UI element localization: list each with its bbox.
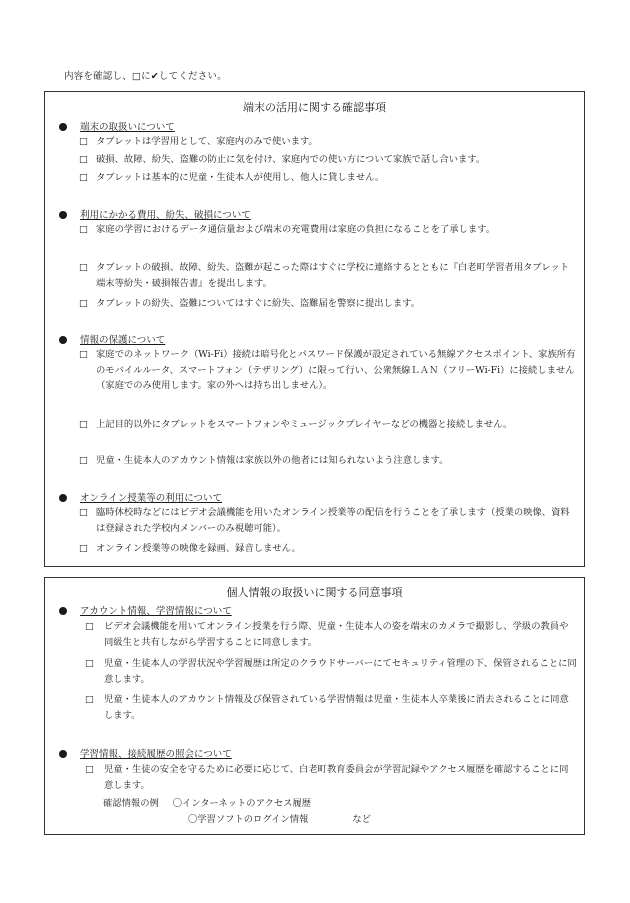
- checklist-item: □ 家庭でのネットワーク（Wi-Fi）接続は暗号化とパスワード保護が設定されている無線アクセスポイント、家族所有のモバイルルータ、スマートフォン（テザリング）に限って行い、公衆無線ＬＡＮ（フリーWi-Fi）に接続しません（家庭でのみ使用します。家の外へは持ち出しません）。: [79, 349, 576, 392]
- section-heading-account-info: アカウント情報、学習情報について: [59, 603, 232, 617]
- checkbox[interactable]: □: [79, 224, 88, 235]
- checkbox[interactable]: □: [79, 455, 88, 466]
- section-heading-online-classes: オンライン授業等の利用について: [59, 490, 222, 504]
- checkbox[interactable]: □: [85, 658, 94, 669]
- bullet-icon: [59, 123, 67, 131]
- checklist-item: □ 破損、故障、紛失、盗難の防止に気を付け、家庭内での使い方について家族で話し合います。: [79, 152, 577, 168]
- checklist-item: □ タブレットの紛失、盗難についてはすぐに紛失、盗難届を警察に提出します。: [79, 296, 577, 312]
- bullet-icon: [59, 211, 67, 219]
- checklist-item: □ タブレットは学習用として、家庭内のみで使います。: [79, 134, 577, 150]
- checklist-item: □ タブレットは基本的に児童・生徒本人が使用し、他人に貸しません。: [79, 170, 577, 186]
- checklist-item: □ オンライン授業等の映像を録画、録音しません。: [79, 541, 577, 557]
- checkbox[interactable]: □: [79, 136, 88, 147]
- checkbox[interactable]: □: [85, 621, 94, 632]
- bullet-icon: [59, 750, 67, 758]
- checklist-item: □ 家庭の学習におけるデータ通信量および端末の充電費用は家庭の負担になることを了承します。: [79, 222, 577, 238]
- checkbox[interactable]: □: [79, 298, 88, 309]
- example-login-info: 〇学習ソフトのログイン情報: [187, 814, 309, 825]
- example-access-history: 〇インターネットのアクセス履歴: [172, 798, 312, 809]
- checkbox[interactable]: □: [79, 262, 88, 273]
- checklist-item: □ 児童・生徒本人の学習状況や学習履歴は所定のクラウドサーバーにてセキュリティ管理の下、保管されることに同意します。: [85, 658, 577, 685]
- checkbox[interactable]: □: [79, 419, 88, 430]
- checkbox[interactable]: □: [79, 507, 88, 518]
- checkbox[interactable]: □: [79, 154, 88, 165]
- section-heading-costs-loss: 利用にかかる費用、紛失、破損について: [59, 207, 251, 221]
- checkbox[interactable]: □: [79, 349, 88, 360]
- intro-instruction: 内容を確認し、□に✔してください。: [64, 71, 227, 82]
- section-heading-device-handling: 端末の取扱いについて: [59, 119, 175, 133]
- checklist-item: □ 上記目的以外にタブレットをスマートフォンやミュージックプレイヤーなどの機器と接続しません。: [79, 417, 577, 433]
- box1-title: 端末の活用に関する確認事項: [243, 101, 386, 114]
- checkbox[interactable]: □: [85, 764, 94, 775]
- bullet-icon: [59, 494, 67, 502]
- checklist-item: □ ビデオ会議機能を用いてオンライン授業を行う際、児童・生徒本人の姿を端末のカメラで撮影し、学級の教員や同級生と共有しながら学習することに同意します。: [85, 621, 569, 648]
- section-heading-information-protection: 情報の保護について: [59, 332, 165, 346]
- checklist-item: □ 児童・生徒の安全を守るために必要に応じて、白老町教育委員会が学習記録やアクセス履歴を確認することに同意します。: [85, 764, 569, 791]
- checklist-item: □ 児童・生徒本人のアカウント情報は家族以外の他者には知られないよう注意します。: [79, 453, 577, 469]
- examples-label: 確認情報の例: [103, 798, 159, 809]
- box2-title: 個人情報の取扱いに関する同意事項: [226, 586, 403, 599]
- device-usage-confirmation-box: [44, 91, 585, 567]
- confirmation-info-examples: [103, 796, 371, 828]
- bullet-icon: [59, 336, 67, 344]
- checklist-item: □ 臨時休校時などにはビデオ会議機能を用いたオンライン授業等の配信を行うことを了承します（授業の映像、資料は登録された学校内メンバーのみ視聴可能）。: [79, 507, 570, 534]
- checkbox[interactable]: □: [85, 694, 94, 705]
- bullet-icon: [59, 607, 67, 615]
- personal-info-consent-box: [44, 577, 585, 835]
- checkbox[interactable]: □: [79, 543, 88, 554]
- checklist-item: □ 児童・生徒本人のアカウント情報及び保管されている学習情報は児童・生徒本人卒業後に消去されることに同意します。: [85, 694, 569, 721]
- checkbox[interactable]: □: [79, 172, 88, 183]
- checklist-item: □ タブレットの破損、故障、紛失、盗難が起こった際はすぐに学校に連絡するとともに『白老町学習者用タブレット端末等紛失・破損報告書』を提出します。: [79, 262, 570, 289]
- section-heading-learning-history: 学習情報、接続履歴の照会について: [59, 746, 232, 760]
- examples-suffix: など: [352, 814, 371, 825]
